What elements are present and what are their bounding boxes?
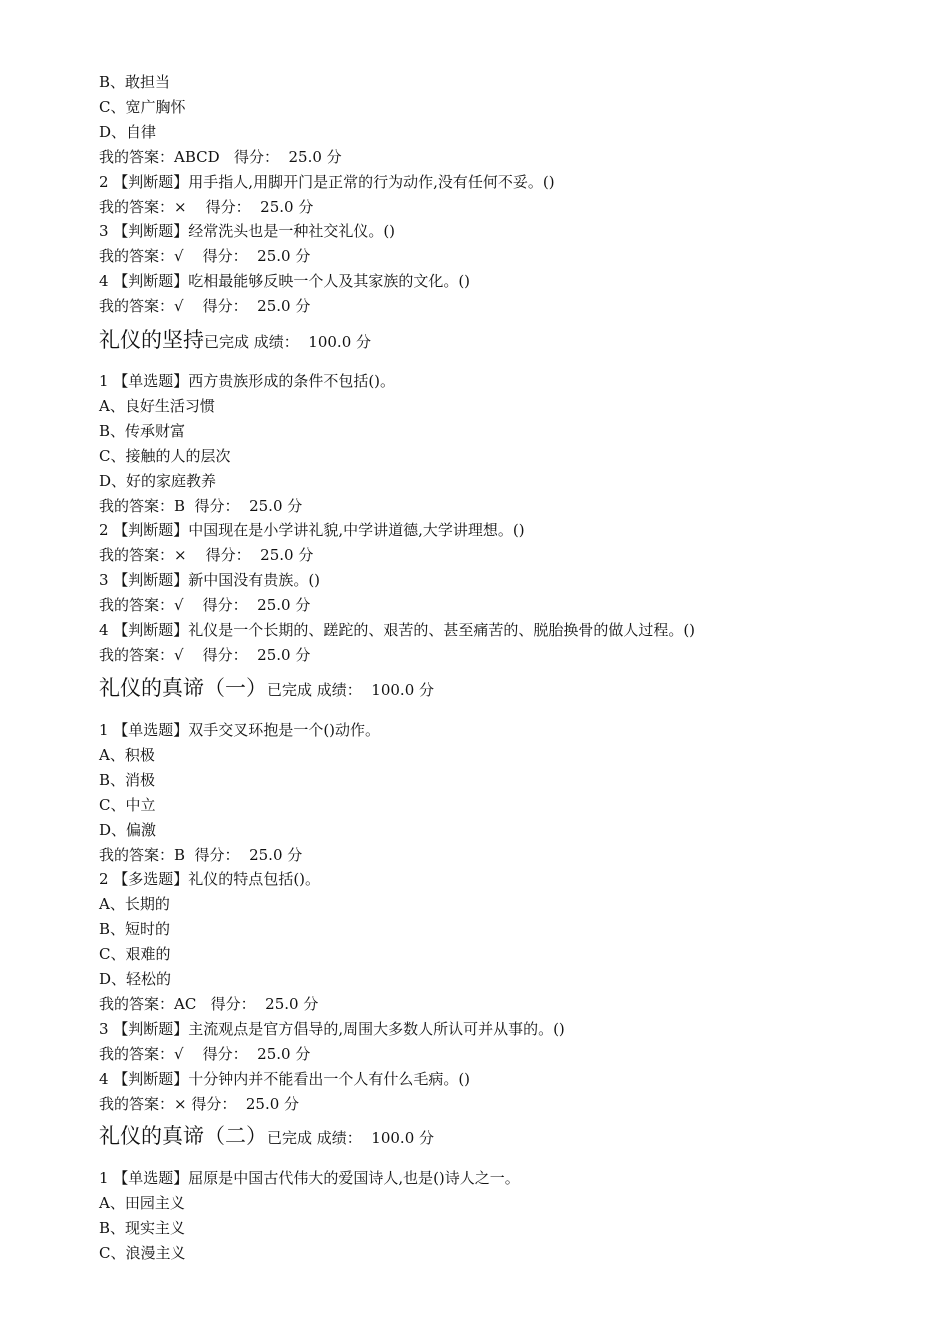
question-text: 4 【判断题】吃相最能够反映一个人及其家族的文化。() <box>99 272 471 291</box>
option-text: A、良好生活习惯 <box>99 396 215 415</box>
section-heading <box>99 675 434 701</box>
answer-line: 我的答案：√ 得分： 25.0 分 <box>99 297 311 316</box>
section-title: 礼仪的坚持 <box>99 328 204 352</box>
option-text: C、艰难的 <box>99 945 171 964</box>
answer-line: 我的答案：B 得分： 25.0 分 <box>99 496 303 515</box>
question-text: 4 【判断题】十分钟内并不能看出一个人有什么毛病。() <box>99 1069 471 1088</box>
answer-line: 我的答案：B 得分： 25.0 分 <box>99 845 303 864</box>
option-text: B、敢担当 <box>99 73 171 91</box>
option-text: B、现实主义 <box>99 1218 186 1237</box>
option-text: C、接触的人的层次 <box>99 446 231 465</box>
option-text: A、长期的 <box>99 895 170 914</box>
question-text: 4 【判断题】礼仪是一个长期的、蹉跎的、艰苦的、甚至痛苦的、脱胎换骨的做人过程。() <box>99 621 696 639</box>
answer-line: 我的答案：× 得分： 25.0 分 <box>99 197 314 216</box>
section-title: 礼仪的真谛（二） <box>99 1124 267 1148</box>
answer-line: 我的答案：AC 得分： 25.0 分 <box>99 994 319 1013</box>
section-title: 礼仪的真谛（一） <box>99 676 267 700</box>
option-text: B、消极 <box>99 770 156 789</box>
question-text: 1 【单选题】西方贵族形成的条件不包括()。 <box>99 372 396 390</box>
answer-line: 我的答案：× 得分： 25.0 分 <box>99 546 314 565</box>
section-heading <box>99 1123 434 1149</box>
section-heading <box>99 327 371 353</box>
option-text: B、短时的 <box>99 920 171 939</box>
question-text: 2 【多选题】礼仪的特点包括()。 <box>99 870 321 889</box>
option-text: B、传承财富 <box>99 421 186 440</box>
answer-line: 我的答案：ABCD 得分： 25.0 分 <box>99 147 342 166</box>
section-status: 已完成 成绩： 100.0 分 <box>267 1129 435 1147</box>
question-text: 3 【判断题】主流观点是官方倡导的,周围大多数人所认可并从事的。() <box>99 1019 565 1038</box>
option-text: C、浪漫主义 <box>99 1243 186 1262</box>
question-text: 2 【判断题】用手指人,用脚开门是正常的行为动作,没有任何不妥。() <box>99 172 555 191</box>
option-text: A、积极 <box>99 745 155 764</box>
question-text: 2 【判断题】中国现在是小学讲礼貌,中学讲道德,大学讲理想。() <box>99 521 525 540</box>
option-text: C、中立 <box>99 795 156 814</box>
section-status: 已完成 成绩： 100.0 分 <box>204 333 372 351</box>
option-text: A、田园主义 <box>99 1193 185 1212</box>
answer-line: 我的答案：√ 得分： 25.0 分 <box>99 596 311 615</box>
option-text: C、宽广胸怀 <box>99 97 186 116</box>
answer-line: 我的答案：√ 得分： 25.0 分 <box>99 645 311 664</box>
option-text: D、偏激 <box>99 820 157 839</box>
question-text: 1 【单选题】屈原是中国古代伟大的爱国诗人,也是()诗人之一。 <box>99 1169 520 1187</box>
question-text: 3 【判断题】新中国没有贵族。() <box>99 571 321 590</box>
question-text: 1 【单选题】双手交叉环抱是一个()动作。 <box>99 721 381 739</box>
answer-line: 我的答案：× 得分： 25.0 分 <box>99 1094 300 1113</box>
question-text: 3 【判断题】经常洗头也是一种社交礼仪。() <box>99 222 396 241</box>
answer-line: 我的答案：√ 得分： 25.0 分 <box>99 1044 311 1063</box>
answer-line: 我的答案：√ 得分： 25.0 分 <box>99 247 311 266</box>
option-text: D、轻松的 <box>99 970 172 988</box>
option-text: D、好的家庭教养 <box>99 471 217 490</box>
option-text: D、自律 <box>99 122 157 141</box>
section-status: 已完成 成绩： 100.0 分 <box>267 681 435 699</box>
